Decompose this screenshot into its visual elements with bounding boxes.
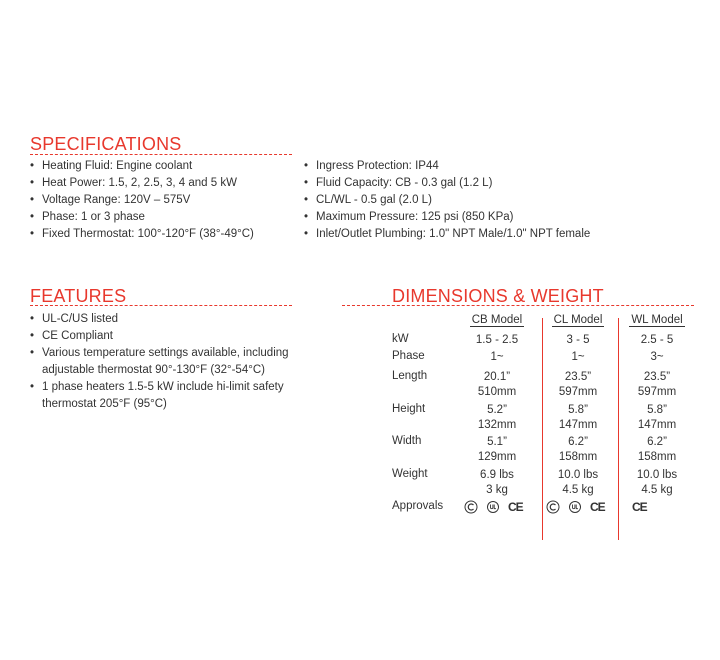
row-label: Weight [392, 468, 428, 480]
ce-mark-icon: CE [632, 500, 647, 514]
cl-height: 5.8” 147mm [558, 404, 598, 431]
wl-phase: 3~ [650, 351, 664, 363]
column-header-cb: CB Model [471, 314, 523, 326]
cb-approvals [464, 500, 523, 514]
dimensions-heading: DIMENSIONS & WEIGHT [392, 286, 604, 306]
feature-hi-limit-thermostat: • 1 phase heaters 1.5-5 kW include hi-limit safety thermostat 205°F (95°C) [30, 379, 295, 413]
spec-fluid-capacity-cl-wl: CL/WL - 0.5 gal (2.0 L) [316, 194, 432, 206]
dimensions-rule [342, 305, 694, 306]
ul-c-us-mark-icon [486, 500, 500, 514]
features-list [30, 311, 295, 413]
cb-weight: 6.9 lbs 3 kg [480, 469, 514, 496]
spec-heat-power: • Heat Power: 1.5, 2, 2.5, 3, 4 and 5 kW [30, 175, 300, 192]
spec-heating-fluid: • Heating Fluid: Engine coolant [30, 158, 300, 175]
feature-ul-listed: • UL-C/US listed [30, 311, 295, 328]
ul-c-us-mark-icon [568, 500, 582, 514]
csa-us-mark-icon [464, 500, 478, 514]
row-label: Approvals [392, 500, 444, 512]
wl-length: 23.5” 597mm [637, 371, 677, 398]
csa-us-mark-icon [546, 500, 560, 514]
cb-length: 20.1” 510mm [477, 371, 517, 398]
spec-voltage-range: • Voltage Range: 120V – 575V [30, 192, 300, 209]
wl-width: 6.2” 158mm [637, 436, 677, 463]
specifications-rule [30, 154, 292, 155]
cl-approvals [546, 500, 605, 514]
row-label: kW [392, 333, 409, 345]
row-label: Phase [392, 350, 425, 362]
spec-fluid-capacity-cont [304, 192, 704, 209]
features-heading: FEATURES [30, 286, 127, 306]
spec-phase: • Phase: 1 or 3 phase [30, 209, 300, 226]
spec-ingress-protection: • Ingress Protection: IP44 [304, 158, 704, 175]
cl-kw: 3 - 5 [566, 334, 590, 346]
spec-fluid-capacity: • Fluid Capacity: CB - 0.3 gal (1.2 L) [304, 175, 704, 192]
cl-length: 23.5” 597mm [558, 371, 598, 398]
feature-temperature-settings: • Various temperature settings available, including adjustable thermostat 90°-130°F (32°-54°C) [30, 345, 295, 379]
cb-height: 5.2” 132mm [477, 404, 517, 431]
cb-phase: 1~ [490, 351, 504, 363]
row-label: Height [392, 403, 426, 415]
row-label: Length [392, 370, 428, 382]
specifications-list-left [30, 158, 300, 243]
ce-mark-icon: CE [590, 500, 605, 514]
features-rule [30, 305, 292, 306]
cb-width: 5.1” 129mm [477, 436, 517, 463]
specifications-heading: SPECIFICATIONS [30, 134, 182, 154]
cl-width: 6.2” 158mm [558, 436, 598, 463]
row-label: Width [392, 435, 422, 447]
column-header-wl: WL Model [631, 314, 683, 326]
spec-maximum-pressure: • Maximum Pressure: 125 psi (850 KPa) [304, 209, 704, 226]
column-header-cl: CL Model [553, 314, 603, 326]
cl-weight: 10.0 lbs 4.5 kg [557, 469, 599, 496]
wl-approvals [632, 500, 647, 514]
specifications-list-right [304, 158, 704, 243]
wl-height: 5.8” 147mm [637, 404, 677, 431]
cl-phase: 1~ [571, 351, 585, 363]
cb-kw: 1.5 - 2.5 [475, 334, 519, 346]
wl-kw: 2.5 - 5 [640, 334, 674, 346]
spec-inlet-outlet-plumbing: • Inlet/Outlet Plumbing: 1.0" NPT Male/1.0" NPT female [304, 226, 704, 243]
ce-mark-icon: CE [508, 500, 523, 514]
feature-ce-compliant: • CE Compliant [30, 328, 295, 345]
spec-fixed-thermostat: • Fixed Thermostat: 100°-120°F (38°-49°C) [30, 226, 300, 243]
wl-weight: 10.0 lbs 4.5 kg [636, 469, 678, 496]
